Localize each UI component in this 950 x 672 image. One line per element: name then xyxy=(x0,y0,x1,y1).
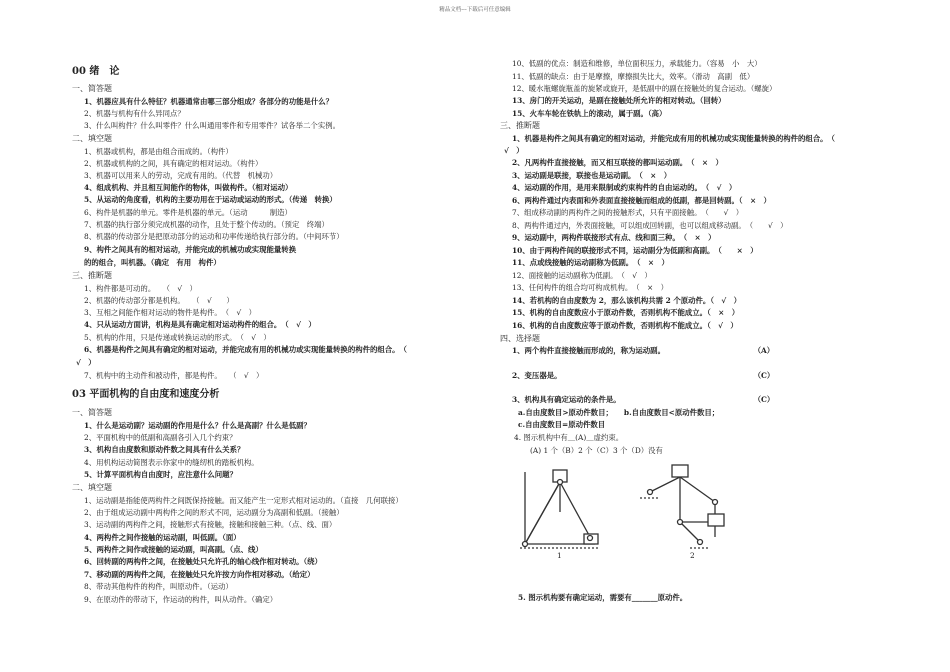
left-line-30: 4、用机构运动简图表示你家中的缝纫机的踏板机构。 xyxy=(84,458,259,467)
left-line-29: 3、机构自由度数和原动件数之间具有什么关系？ xyxy=(84,445,245,454)
right-line-17: 12、面接触的运动副称为低副。 （ √ ） xyxy=(512,271,652,280)
left-line-28: 2、平面机构中的低副和高副各引入几个约束？ xyxy=(84,433,237,442)
right-line-12: 7、组成移动副的两构件之间的接触形式，只有平面接触。 （ √ ） xyxy=(512,208,744,217)
left-line-3: 2、机器与机构有什么异同点？ xyxy=(84,109,185,118)
left-line-6: 1、机器或机构，都是由组合而成的。（构件） xyxy=(84,147,233,156)
right-line-27: c.自由度数目=原动件数目 xyxy=(518,420,606,429)
left-line-41: 9、在原动件的带动下，作运动的构件，叫从动件。（确定） xyxy=(84,595,278,604)
page-header: 精品文档---下载后可任意编辑 xyxy=(439,7,511,13)
left-line-9: 4、组成机构、并且相互间能作的物体，叫做构件。（相对运动） xyxy=(84,183,293,192)
right-line-18: 13、任何构件的组合均可构成机构。 （ × ） xyxy=(512,283,669,292)
left-line-24: 7、机构中的主动件和被动件，都是构件。 （ √ ） xyxy=(84,371,264,380)
left-line-16: 三、推断题 xyxy=(72,271,112,280)
right-line-3: 13、房门的开关运动，是副在接触处所允许的相对转动。（回转） xyxy=(512,96,726,105)
right-line-28: 4. 图示机构中有＿(A)＿虚约束。 xyxy=(514,433,624,442)
left-line-7: 2、机器或机构的之间，具有确定的相对运动。（构件） xyxy=(84,159,263,168)
left-line-36: 4、两构件之间作接触的运动副，叫低副。（面） xyxy=(84,533,241,542)
left-line-40: 8、带动其他构件的构件，叫原动件。（运动） xyxy=(84,582,233,591)
right-line-24: 2、变压器是。 （C） xyxy=(512,371,775,380)
right-line-30: 1 xyxy=(557,551,562,560)
mechanism-figure-1 xyxy=(520,462,600,552)
left-line-19: 3、互相之间能作相对运动的物件是构件。 （ √ ） xyxy=(84,308,256,317)
left-line-37: 5、两构件之间作或接触的运动副，叫高副。（点、线） xyxy=(84,545,263,554)
left-line-18: 2、机器的传动部分都是机构。 （ √ ） xyxy=(84,296,234,305)
right-line-5: 三、推断题 xyxy=(500,121,540,130)
left-line-25: 03 平面机构的自由度和速度分析 xyxy=(72,389,220,400)
right-line-16: 11、点或线接触的运动副称为低副。 （ × ） xyxy=(512,258,669,267)
left-line-38: 6、回转副的两构件之间，在接触处只允许孔的轴心线作相对转动。（绕） xyxy=(84,557,322,566)
left-line-31: 5、计算平面机构自由度时，应注意什么问题？ xyxy=(84,470,237,479)
left-line-22: 6、机器是构件之间具有确定的相对运动，并能完成有用的机械功或实现能量转换的构件的组合。 （ xyxy=(84,345,407,354)
left-line-11: 6、构件是机器的单元。零件是机器的单元。（运动 制造） xyxy=(84,208,292,217)
right-line-15: 10、由于两构件间的联接形式不同，运动副分为低副和高副。 （ × ） xyxy=(512,246,758,255)
left-line-14: 9、构件之间具有的相对运动，并能完成的机械功或实现能量转换 xyxy=(84,245,297,254)
left-line-8: 3、机器可以用来人的劳动，完成有用的。（代替 机械功） xyxy=(84,171,278,180)
right-line-10: 4、运动副的作用，是用来限制或约束构件的自由运动的。 （ √ ） xyxy=(512,183,737,192)
left-line-5: 二、填空题 xyxy=(72,134,112,143)
right-line-2: 12、暖水瓶螺旋瓶盖的旋紧或旋开，是低副中的副在接触处的复合运动。（螺旋） xyxy=(512,84,777,93)
left-line-20: 4、只从运动方面讲，机构是具有确定相对运动构件的组合。 （ √ ） xyxy=(84,320,316,329)
left-line-32: 二、填空题 xyxy=(72,483,112,492)
right-line-0: 10、低副的优点：制造和维修，单位面积压力，承载能力。（容易 小 大） xyxy=(512,59,762,68)
right-line-4: 15、火车车轮在铁轨上的滚动，属于副。（高） xyxy=(512,109,667,118)
right-line-31: 2 xyxy=(690,551,695,560)
left-line-1: 一、简答题 xyxy=(72,84,112,93)
right-line-20: 15、机构的自由度数应小于原动件数，否则机构不能成立。（ × ） xyxy=(512,308,740,317)
mechanism-figure-2 xyxy=(640,462,740,552)
right-line-29: (A) 1 个（B）2 个（C）3 个（D）没有 xyxy=(530,446,663,455)
right-line-6: 1、机器是构件之间具有确定的相对运动，并能完成有用的机械功或实现能量转换的构件的组合。 （ xyxy=(512,134,835,143)
right-line-1: 11、低副的缺点：由于是摩擦，摩擦损失比大，效率。（滑动 高副 低） xyxy=(512,72,755,81)
right-line-22: 四、选择题 xyxy=(500,334,540,343)
right-line-13: 8、两构件通过内，外表面接触，可以组成回转副，也可以组成移动副。 （ √ ） xyxy=(512,221,788,230)
left-line-39: 7、移动副的两构件之间，在接触处只允许按方向作相对移动。（给定） xyxy=(84,570,315,579)
right-line-7: √ ） xyxy=(504,146,524,155)
right-line-26: a.自由度数目>原动件数目； b.自由度数目<原动件数目； xyxy=(518,408,720,417)
right-line-25: 3、机构具有确定运动的条件是。 （C） xyxy=(512,395,775,404)
right-line-21: 16、机构的自由度数应等于原动件数，否则机构不能成立。（ √ ） xyxy=(512,321,738,330)
left-line-4: 3、什么叫构件？什么叫零件？什么叫通用零件和专用零件？试各举二个实例。 xyxy=(84,121,340,130)
right-line-11: 6、两构件通过内表面和外表面直接接触而组成的低副，都是回转副。（ × ） xyxy=(512,196,771,205)
right-line-9: 3、运动副是联接，联接也是运动副。 （ × ） xyxy=(512,171,672,180)
left-line-13: 8、机器的传动部分是把原动部分的运动和功率传递给执行部分的。（中间环节） xyxy=(84,232,344,241)
left-line-35: 3、运动副的两构件之间，接触形式有接触，接触和接触三种。（点、线、面） xyxy=(84,520,337,529)
left-line-2: 1、机器应具有什么特征？机器通常由哪三部分组成？各部分的功能是什么？ xyxy=(84,97,334,106)
left-line-21: 5、机构的作用，只是传递或转换运动的形式。 （ √ ） xyxy=(84,333,271,342)
left-line-10: 5、从运动的角度看，机构的主要功用在于运动或运动的形式。（传递 转换） xyxy=(84,195,337,204)
left-line-34: 2、由于组成运动副中两构件之间的形式不同，运动副分为高副和低副。（接触） xyxy=(84,508,344,517)
left-line-0: 00 绪 论 xyxy=(72,66,120,77)
left-line-15: 的的组合，叫机器。（确定 有用 构件） xyxy=(84,258,221,267)
left-line-17: 1、构件都是可动的。 （ √ ） xyxy=(84,284,197,293)
right-line-19: 14、若机构的自由度数为 2，那么该机构共需 2 个原动件。（ √ ） xyxy=(512,296,741,305)
left-line-12: 7、机器的执行部分须完成机器的动作，且处于整个传动的。（预定 终端） xyxy=(84,220,329,229)
right-line-14: 9、运动副中，两构件联接形式有点、线和面三种。 （ × ） xyxy=(512,233,716,242)
right-line-32: 5. 图示机构要有确定运动，需要有_______原动件。 xyxy=(518,593,688,602)
left-line-26: 一、简答题 xyxy=(72,408,112,417)
right-line-8: 2、凡两构件直接接触，而又相互联接的都叫运动副。 （ × ） xyxy=(512,158,723,167)
right-line-23: 1、两个构件直接接触而形成的，称为运动副。 （A） xyxy=(512,346,775,355)
left-line-33: 1、运动副是指能使两构件之间既保持接触。而又能产生一定形式相对运动的。（直接 几何联接） xyxy=(84,496,403,505)
left-line-23: √ ） xyxy=(76,358,96,367)
left-line-27: 1、什么是运动副？运动副的作用是什么？什么是高副？什么是低副？ xyxy=(84,421,311,430)
